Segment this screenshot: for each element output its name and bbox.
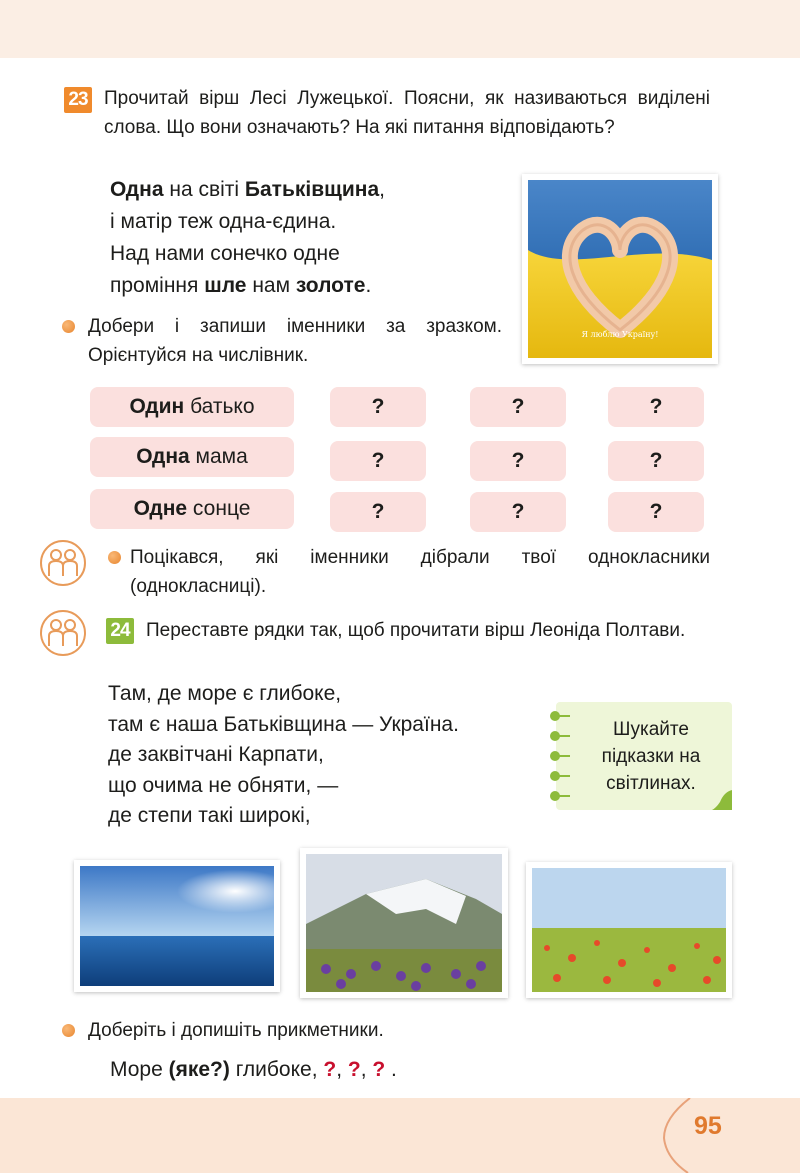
task-24-instruction: Переставте рядки так, щоб прочитати вірш Леоніда Полтави. [146, 620, 686, 641]
table-row-1-sample: Один батько [92, 389, 292, 425]
blank-cell: ? [332, 389, 424, 425]
task-23-instruction: Прочитай вірш Лесі Лужецької. Поясни, як називаються виділені слова. Що вони означають? На які питання відповідають? [104, 88, 710, 138]
page-corner-icon [662, 1098, 692, 1173]
steppe-photo [526, 862, 732, 998]
blank-cell: ? [610, 443, 702, 479]
poem-line-4: проміння шле нам золоте. [110, 274, 372, 297]
blank-cell: ? [332, 494, 424, 530]
poem-line-1: Там, де море є глибоке, [108, 682, 342, 705]
blank-cell: ? [472, 443, 564, 479]
poem-line-2: і матір теж одна-єдина. [110, 210, 337, 233]
spiral-wire [556, 775, 570, 777]
adjectives-answer-line: Море (яке?) глибоке, ?, ?, ? . [110, 1058, 397, 1081]
poem-line-1: Одна на світі Батьківщина, [110, 178, 385, 201]
blank-mark: ? [372, 1058, 386, 1081]
top-page-band [0, 0, 800, 58]
bullet-dot [108, 551, 121, 564]
poem-line-3: Над нами сонечко одне [110, 242, 340, 265]
page-number: 95 [694, 1112, 722, 1140]
blank-cell: ? [610, 389, 702, 425]
task-24-badge: 24 [106, 618, 134, 644]
task-23-badge: 23 [64, 87, 92, 113]
pair-task: Поцікався, які іменники дібрали твої однокласники (однокласниці). [130, 547, 710, 597]
poem-line-5: де степи такі широкі, [108, 804, 311, 827]
spiral-wire [556, 755, 570, 757]
poem-line-2: там є наша Батьківщина — Україна. [108, 712, 459, 736]
blank-cell: ? [472, 494, 564, 530]
task-24-poem [108, 679, 548, 832]
spiral-wire [556, 795, 570, 797]
hint-text: Шукайте підказки на світлинах. [601, 719, 701, 794]
spiral-wire [556, 715, 570, 717]
pair-work-icon [40, 540, 86, 586]
task-24-subtask: Доберіть і допишіть прикметники. [88, 1020, 384, 1041]
pair-work-icon [40, 610, 86, 656]
bullet-dot [62, 1024, 75, 1037]
table-row-3-sample: Одне сонце [92, 491, 292, 527]
blank-mark: ? [347, 1058, 361, 1081]
mountains-photo [300, 848, 508, 998]
spiral-wire [556, 735, 570, 737]
image-caption: Я люблю Україну! [581, 330, 659, 339]
blank-cell: ? [472, 389, 564, 425]
blank-mark: ? [323, 1058, 337, 1081]
bullet-dot [62, 320, 75, 333]
heart-hands-image [528, 180, 712, 358]
poem-line-4: що очима не обняти, — [108, 773, 339, 797]
poem-line-3: де заквітчані Карпати, [108, 743, 324, 766]
blank-cell: ? [332, 443, 424, 479]
table-row-2-sample: Одна мама [92, 439, 292, 475]
task-23-subtask: Добери і запиши іменники за зразком. Орієнтуйся на числівник. [88, 316, 502, 366]
blank-cell: ? [610, 494, 702, 530]
task-23-poem [110, 174, 530, 302]
sea-photo [74, 860, 280, 992]
heart-flag-photo [522, 174, 718, 364]
